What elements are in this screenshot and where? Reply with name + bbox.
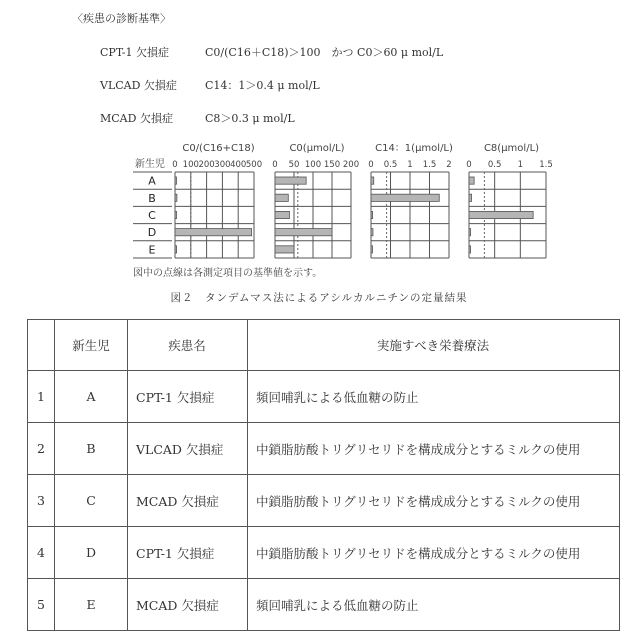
table-row[interactable] xyxy=(28,423,620,475)
option-number: 2 xyxy=(28,423,55,475)
figure-caption: 図２ タンデムマス法によるアシルカルニチンの定量結果 xyxy=(170,292,468,304)
bar xyxy=(469,194,472,201)
option-newborn: E xyxy=(55,579,128,631)
option-number: 5 xyxy=(28,579,55,631)
row-header-label: 新生児 xyxy=(135,159,165,170)
bar xyxy=(371,211,373,218)
panel-title: C8(μmol/L) xyxy=(483,143,540,154)
header-newborn: 新生児 xyxy=(55,320,128,371)
option-number: 1 xyxy=(28,371,55,423)
bar xyxy=(371,229,373,236)
tick-label: 200 xyxy=(342,160,360,170)
bar xyxy=(175,246,177,253)
option-therapy: 頻回哺乳による低血糖の防止 xyxy=(248,371,620,423)
bar xyxy=(275,177,306,184)
tick-label: 1.5 xyxy=(422,160,437,170)
table-row[interactable] xyxy=(28,527,620,579)
criteria-rule: C8＞0.3 μ mol/L xyxy=(205,112,295,125)
category-label: E xyxy=(148,243,156,257)
tick-label: 100 xyxy=(182,160,199,170)
tick-label: 500 xyxy=(245,160,263,170)
criteria-disease: CPT-1 欠損症 xyxy=(100,46,169,59)
tick-label: 0 xyxy=(466,160,472,170)
bar xyxy=(371,246,373,253)
figure-note: 図中の点線は各測定項目の基準値を示す。 xyxy=(133,268,323,279)
criteria-disease: VLCAD 欠損症 xyxy=(100,79,177,92)
option-newborn: D xyxy=(55,527,128,579)
tick-label: 0 xyxy=(272,160,278,170)
option-newborn: C xyxy=(55,475,128,527)
header-therapy: 実施すべき栄養療法 xyxy=(248,320,620,371)
category-label: D xyxy=(147,226,157,240)
bar xyxy=(275,211,289,218)
bar xyxy=(175,229,252,236)
panel-title: C14：1(μmol/L) xyxy=(375,143,453,154)
bar xyxy=(275,229,332,236)
table-row[interactable] xyxy=(28,475,620,527)
bar xyxy=(469,229,471,236)
bar xyxy=(175,211,177,218)
option-disease: MCAD 欠損症 xyxy=(128,475,248,527)
bar xyxy=(469,246,471,253)
category-label: A xyxy=(148,174,156,188)
category-label: B xyxy=(148,191,156,205)
option-therapy: 頻回哺乳による低血糖の防止 xyxy=(248,579,620,631)
bar xyxy=(175,177,177,184)
header-number xyxy=(28,320,55,371)
tick-label: 0 xyxy=(368,160,374,170)
table-header-row xyxy=(28,320,620,371)
tick-label: 1 xyxy=(517,160,524,170)
table-row[interactable] xyxy=(28,579,620,631)
option-number: 4 xyxy=(28,527,55,579)
option-newborn: B xyxy=(55,423,128,475)
bar xyxy=(275,246,294,253)
category-label: C xyxy=(148,209,156,222)
bar xyxy=(469,211,533,218)
header-disease: 疾患名 xyxy=(128,320,248,371)
table-row[interactable] xyxy=(28,371,620,423)
panel-title: C0(μmol/L) xyxy=(289,143,345,154)
criteria-rule: C14：1＞0.4 μ mol/L xyxy=(205,79,320,92)
tick-label: 1.5 xyxy=(539,160,553,170)
option-number: 3 xyxy=(28,475,55,527)
option-therapy: 中鎖脂肪酸トリグリセリドを構成成分とするミルクの使用 xyxy=(248,527,620,579)
acylcarnitine-figure xyxy=(0,0,638,304)
option-newborn: A xyxy=(55,371,128,423)
criteria-title: 〈疾患の診断基準〉 xyxy=(72,12,171,25)
tick-label: 0 xyxy=(172,160,178,170)
bar xyxy=(275,194,288,201)
bar xyxy=(175,194,177,201)
option-disease: VLCAD 欠損症 xyxy=(128,423,248,475)
tick-label: 2 xyxy=(446,160,452,170)
bar xyxy=(469,177,474,184)
bar xyxy=(371,194,439,201)
tick-label: 200 xyxy=(198,160,215,170)
option-disease: MCAD 欠損症 xyxy=(128,579,248,631)
tick-label: 400 xyxy=(230,160,247,170)
panel-title: C0/(C16+C18) xyxy=(182,143,255,154)
criteria-disease: MCAD 欠損症 xyxy=(100,112,173,125)
tick-label: 150 xyxy=(323,160,341,170)
option-therapy: 中鎖脂肪酸トリグリセリドを構成成分とするミルクの使用 xyxy=(248,475,620,527)
tick-label: 1 xyxy=(407,160,413,170)
tick-label: 100 xyxy=(304,160,322,170)
option-disease: CPT-1 欠損症 xyxy=(128,527,248,579)
criteria-rule: C0/(C16＋C18)＞100 かつ C0＞60 μ mol/L xyxy=(205,46,444,59)
bar xyxy=(371,177,374,184)
bar-chart-panels xyxy=(0,0,638,300)
tick-label: 300 xyxy=(214,160,231,170)
answer-options-table xyxy=(27,319,620,631)
tick-label: 0.5 xyxy=(383,160,398,170)
tick-label: 0.5 xyxy=(487,160,502,170)
tick-label: 50 xyxy=(288,160,300,170)
option-disease: CPT-1 欠損症 xyxy=(128,371,248,423)
option-therapy: 中鎖脂肪酸トリグリセリドを構成成分とするミルクの使用 xyxy=(248,423,620,475)
